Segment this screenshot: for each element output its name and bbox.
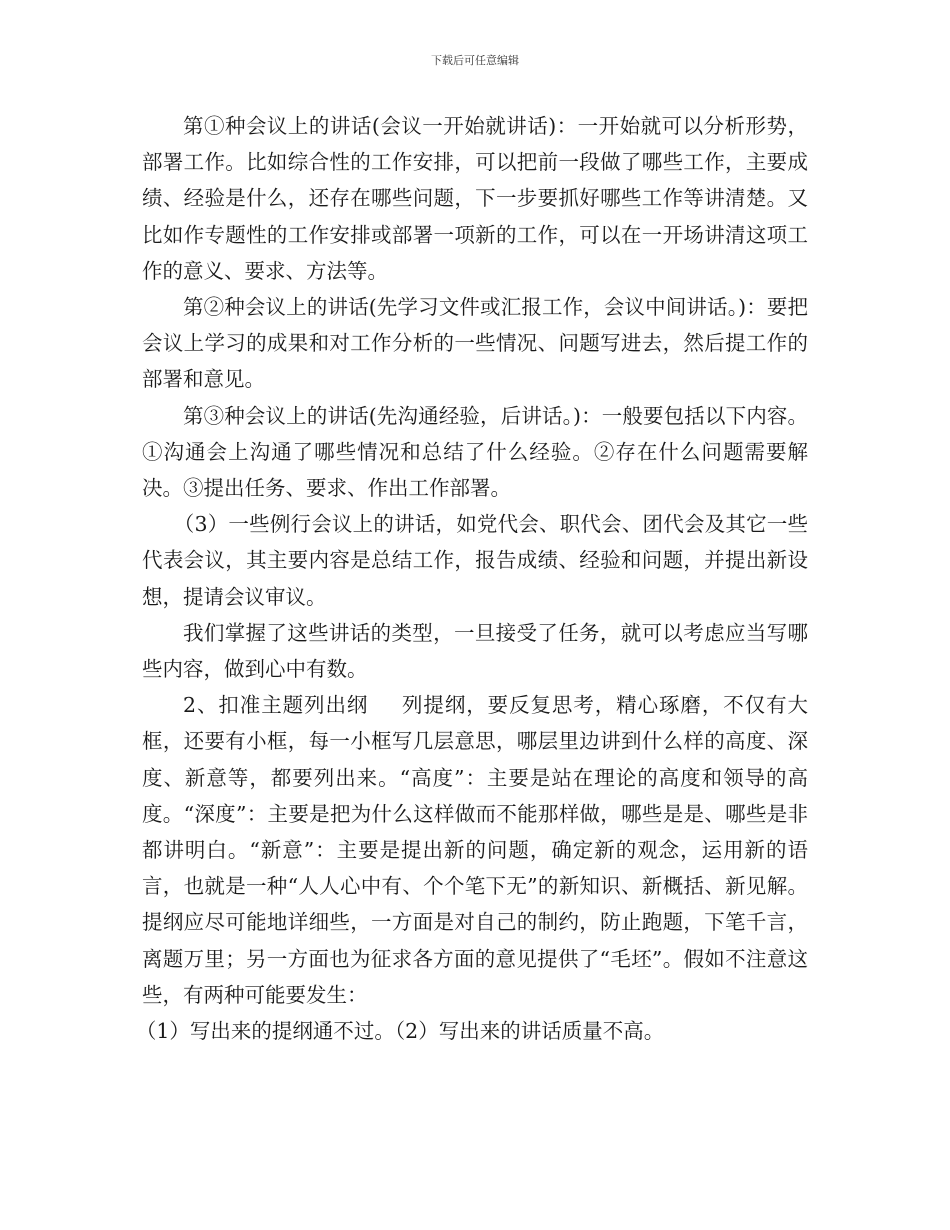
outline-heading: 2、扣准主题列出纲 — [183, 693, 369, 718]
outline-body: 列提纲，要反复思考，精心琢磨，不仅有大框，还要有小框，每一小框写几层意思，哪层里边讲到什么样的高度、深度、新意等，都要列出来。“高度”：主要是站在理论的高度和领导的高度。“深度”：主要是把为什么这样做而不能那样做，哪些是是、哪些是非都讲明白。“新意”：主要是提出新的问题，确定新的观念，运用新的语言，也就是一种“人人心中有、个个笔下无”的新知识、新概括、新见解。提纲应尽可能地详细些，一方面是对自己的制约，防止跑题，下笔千言，离题万里；另一方面也为征求各方面的意见提供了“毛坯”。假如不注意这些，有两种可能要发生： — [142, 693, 809, 1007]
paragraph-outline — [142, 687, 808, 1013]
paragraph-meeting-type-2: 第②种会议上的讲话(先学习文件或汇报工作，会议中间讲话。)：要把会议上学习的成果和对工作分析的一些情况、问题写进去，然后提工作的部署和意见。 — [142, 295, 808, 392]
paragraph-summary: 我们掌握了这些讲话的类型，一旦接受了任务，就可以考虑应当写哪些内容，做到心中有数。 — [142, 620, 808, 682]
paragraph-routine-meetings: （3）一些例行会议上的讲话，如党代会、职代会、团代会及其它一些代表会议，其主要内容是总结工作，报告成绩、经验和问题，并提出新设想，提请会议审议。 — [142, 512, 808, 609]
page-header-note: 下载后可任意编辑 — [431, 54, 519, 67]
paragraph-meeting-type-1: 第①种会议上的讲话(会议一开始就讲话)：一开始就可以分析形势，部署工作。比如综合性的工作安排，可以把前一段做了哪些工作，主要成绩、经验是什么，还存在哪些问题，下一步要抓好哪些工作等讲清楚。又比如作专题性的工作安排或部署一项新的工作，可以在一开场讲清这项工作的意义、要求、方法等。 — [142, 114, 808, 283]
paragraph-outcomes: （1）写出来的提纲通不过。（2）写出来的讲话质量不高。 — [135, 1019, 665, 1044]
paragraph-meeting-type-3: 第③种会议上的讲话(先沟通经验，后讲话。)：一般要包括以下内容。①沟通会上沟通了哪些情况和总结了什么经验。②存在什么问题需要解决。③提出任务、要求、作出工作部署。 — [142, 403, 808, 501]
document-body — [135, 108, 809, 1049]
